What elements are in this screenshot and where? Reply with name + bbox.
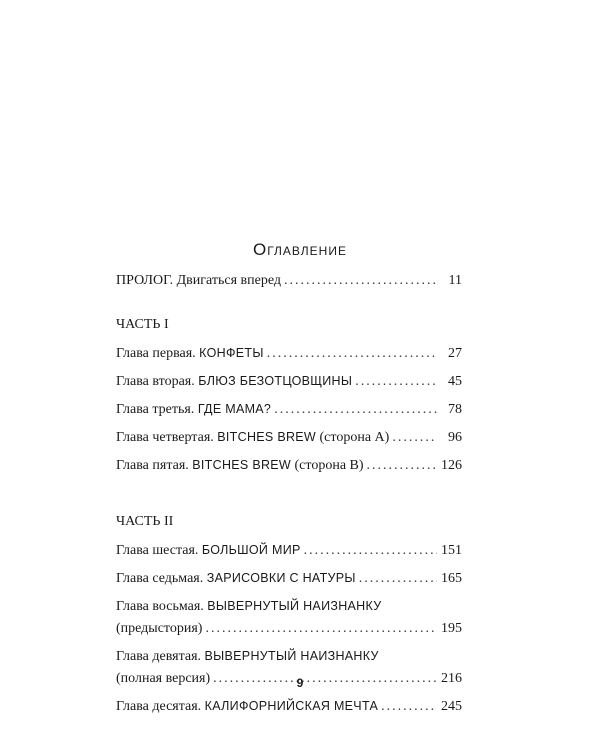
entry-page: 78: [448, 402, 462, 417]
entry-title: БОЛЬШОЙ МИР: [201, 543, 301, 557]
entry-prefix: Глава восьмая.: [116, 599, 204, 614]
part-heading: ЧАСТЬ II: [116, 514, 174, 529]
entry-title: КАЛИФОРНИЙСКАЯ МЕЧТА: [204, 699, 379, 713]
dot-leader: [274, 399, 437, 421]
entry-title: BITCHES BREW: [192, 458, 292, 472]
part-heading: ЧАСТЬ I: [116, 317, 169, 332]
entry-prefix: Глава первая.: [116, 346, 196, 361]
entry-page: 151: [441, 543, 462, 558]
toc-entry[interactable]: [116, 370, 462, 393]
dot-leader: [381, 696, 437, 718]
entry-prefix: Глава вторая.: [116, 374, 195, 389]
entry-page: 165: [441, 571, 462, 586]
entry-title: ВЫВЕРНУТЫЙ НАИЗНАНКУ: [204, 649, 379, 663]
toc-entry[interactable]: [116, 342, 462, 365]
entry-title: КОНФЕТЫ: [199, 346, 264, 360]
entry-page: 11: [448, 273, 462, 288]
dot-leader: [355, 371, 437, 393]
entry-page: 27: [448, 346, 462, 361]
entry-page: 216: [441, 671, 462, 686]
entry-title: ЗАРИСОВКИ С НАТУРЫ: [206, 571, 356, 585]
entry-prefix: Глава шестая.: [116, 543, 199, 558]
entry-page: 45: [448, 374, 462, 389]
entry-subtitle: (полная версия): [116, 671, 211, 686]
entry-title: ГДЕ МАМА?: [197, 402, 272, 416]
entry-suffix: (сторона А): [319, 430, 390, 445]
toc-entry-prologue[interactable]: [116, 270, 462, 292]
dot-leader: [267, 343, 437, 365]
entry-title: BITCHES BREW: [217, 430, 317, 444]
entry-prefix: Глава десятая.: [116, 699, 202, 714]
page-number: 9: [296, 676, 304, 690]
table-of-contents: [116, 270, 462, 718]
entry-title: ВЫВЕРНУТЫЙ НАИЗНАНКУ: [207, 599, 382, 613]
dot-leader: [367, 455, 437, 477]
toc-entry[interactable]: [116, 426, 462, 449]
entry-prefix: Глава седьмая.: [116, 571, 204, 586]
toc-entry[interactable]: [116, 595, 462, 640]
dot-leader: [392, 427, 437, 449]
entry-subtitle: (предыстория): [116, 621, 203, 636]
entry-page: 245: [441, 699, 462, 714]
dot-leader: [304, 540, 437, 562]
entry-suffix: (сторона В): [294, 458, 364, 473]
entry-prefix: Глава четвертая.: [116, 430, 214, 445]
entry-page: 195: [441, 621, 462, 636]
toc-entry[interactable]: [116, 398, 462, 421]
dot-leader: [205, 618, 437, 640]
entry-prefix: Глава пятая.: [116, 458, 189, 473]
entry-page: 96: [448, 430, 462, 445]
dot-leader: [359, 568, 437, 590]
entry-title: БЛЮЗ БЕЗОТЦОВЩИНЫ: [198, 374, 353, 388]
entry-title: ПРОЛОГ. Двигаться вперед: [116, 273, 281, 288]
toc-heading: Оглавление: [253, 240, 347, 259]
entry-prefix: Глава третья.: [116, 402, 195, 417]
toc-entry[interactable]: [116, 539, 462, 562]
dot-leader: [284, 270, 437, 292]
toc-entry[interactable]: [116, 695, 462, 718]
toc-entry[interactable]: [116, 567, 462, 590]
toc-entry[interactable]: [116, 454, 462, 477]
entry-prefix: Глава девятая.: [116, 649, 202, 664]
entry-page: 126: [441, 458, 462, 473]
